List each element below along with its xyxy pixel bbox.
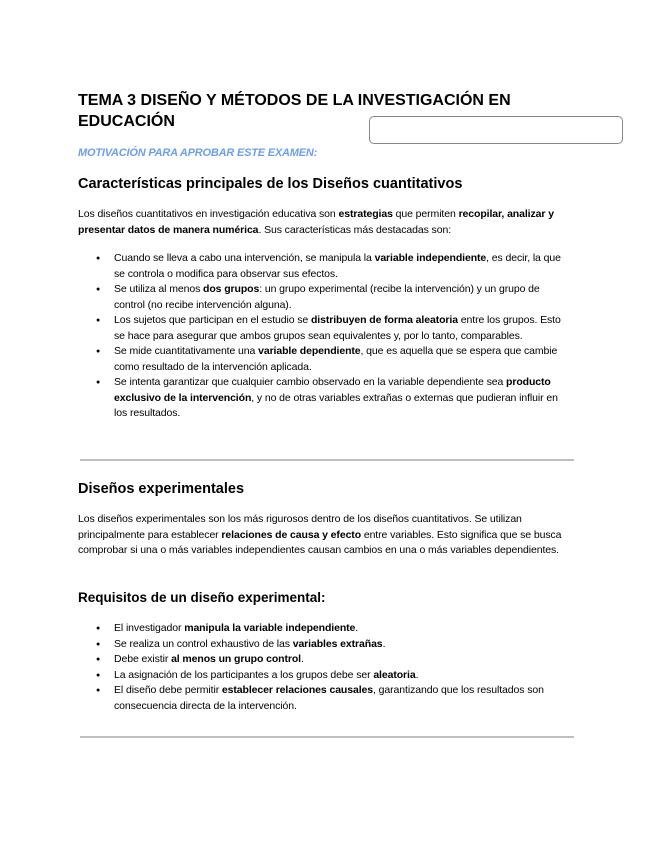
bold-text: variables extrañas: [292, 637, 383, 650]
bold-text: variable dependiente: [258, 345, 361, 357]
list-item: [96, 344, 566, 375]
motivation-link[interactable]: MOTIVACIÓN PARA APROBAR ESTE EXAMEN:: [78, 147, 318, 159]
bold-text: relaciones de causa y efecto: [221, 528, 362, 541]
text-run: , que es aquella que se espera que cambie como resultado de la intervención aplicada.: [114, 345, 558, 373]
text-run: .: [300, 653, 304, 665]
characteristics-list: [96, 251, 566, 422]
bold-text: estrategias: [338, 208, 393, 220]
text-run: , y no de otras variables extrañas o externas que pudieran influir en los resultados.: [114, 391, 558, 419]
text-run: Los diseños experimentales son los más rigurosos dentro de los diseños cuantitativos. Se utilizan principalmente para establecer: [78, 513, 522, 541]
text-run: El diseño debe permitir: [114, 684, 222, 696]
section-heading-caracteristicas: Características principales de los Diseños cuantitativos: [78, 176, 463, 192]
text-run: Se intenta garantizar que cualquier cambio observado en la variable dependiente sea: [114, 376, 507, 388]
horizontal-divider: [80, 459, 574, 461]
text-run: El investigador: [114, 622, 185, 634]
list-item: [96, 683, 566, 714]
bold-text: manipula la variable independiente: [184, 622, 356, 634]
text-run: , garantizando que los resultados son consecuencia directa de la intervención.: [114, 684, 544, 712]
intro-paragraph-experimentales: [78, 512, 568, 559]
bold-text: al menos un grupo control: [171, 653, 301, 665]
requirements-list: [96, 621, 566, 714]
text-run: : un grupo experimental (recibe la intervención) y un grupo de control (no recibe intervención alguna).: [114, 283, 540, 311]
text-run: Se utiliza al menos: [114, 283, 204, 295]
text-run: , es decir, la que se controla o modifica para observar sus efectos.: [114, 252, 561, 280]
list-item: [96, 637, 566, 653]
bold-text: variable independiente: [374, 252, 487, 264]
bold-text: dos grupos: [203, 283, 260, 295]
list-item: [96, 313, 566, 344]
text-run: Se mide cuantitativamente una: [114, 345, 259, 357]
text-run: La asignación de los participantes a los grupos debe ser: [114, 668, 374, 681]
text-run: Los diseños cuantitativos en investigación educativa son: [78, 208, 339, 220]
text-run: .: [382, 637, 386, 650]
text-input-box[interactable]: [369, 116, 623, 144]
section-heading-disenos-experimentales: Diseños experimentales: [78, 481, 245, 497]
list-item: [96, 251, 566, 282]
text-run: Debe existir: [114, 653, 172, 665]
bold-text: producto exclusivo de la intervención: [114, 376, 551, 404]
text-run: Cuando se lleva a cabo una intervención, se manipula la: [114, 252, 375, 264]
list-item: [96, 375, 566, 422]
text-run: .: [355, 622, 359, 634]
list-item: [96, 621, 566, 637]
horizontal-divider: [80, 736, 574, 738]
text-run: entre variables. Esto significa que se busca comprobar si una o más variables independientes causan cambios en una o más variables dependientes.: [78, 528, 562, 556]
text-run: entre los grupos. Esto se hace para asegurar que ambos grupos sean equivalentes y, por lo tanto, comparables.: [114, 314, 561, 342]
intro-paragraph-caracteristicas: [78, 207, 568, 238]
text-run: que permiten: [392, 208, 459, 220]
list-item: [96, 282, 566, 313]
bold-text: aleatoria: [373, 668, 416, 681]
document-title: TEMA 3 DISEÑO Y MÉTODOS DE LA INVESTIGACIÓN EN EDUCACIÓN: [78, 92, 511, 130]
subheading-requisitos: Requisitos de un diseño experimental:: [78, 590, 326, 605]
text-run: .: [415, 668, 419, 681]
text-run: Se realiza un control exhaustivo de las: [114, 637, 293, 650]
bold-text: establecer relaciones causales: [221, 684, 374, 696]
text-run: Los sujetos que participan en el estudio se: [114, 314, 311, 326]
bold-text: distribuyen de forma aleatoria: [310, 314, 458, 326]
list-item: [96, 668, 566, 684]
bold-text: recopilar, analizar y presentar datos de manera numérica: [78, 208, 554, 236]
text-run: . Sus características más destacadas son:: [258, 223, 452, 236]
list-item: [96, 652, 566, 668]
